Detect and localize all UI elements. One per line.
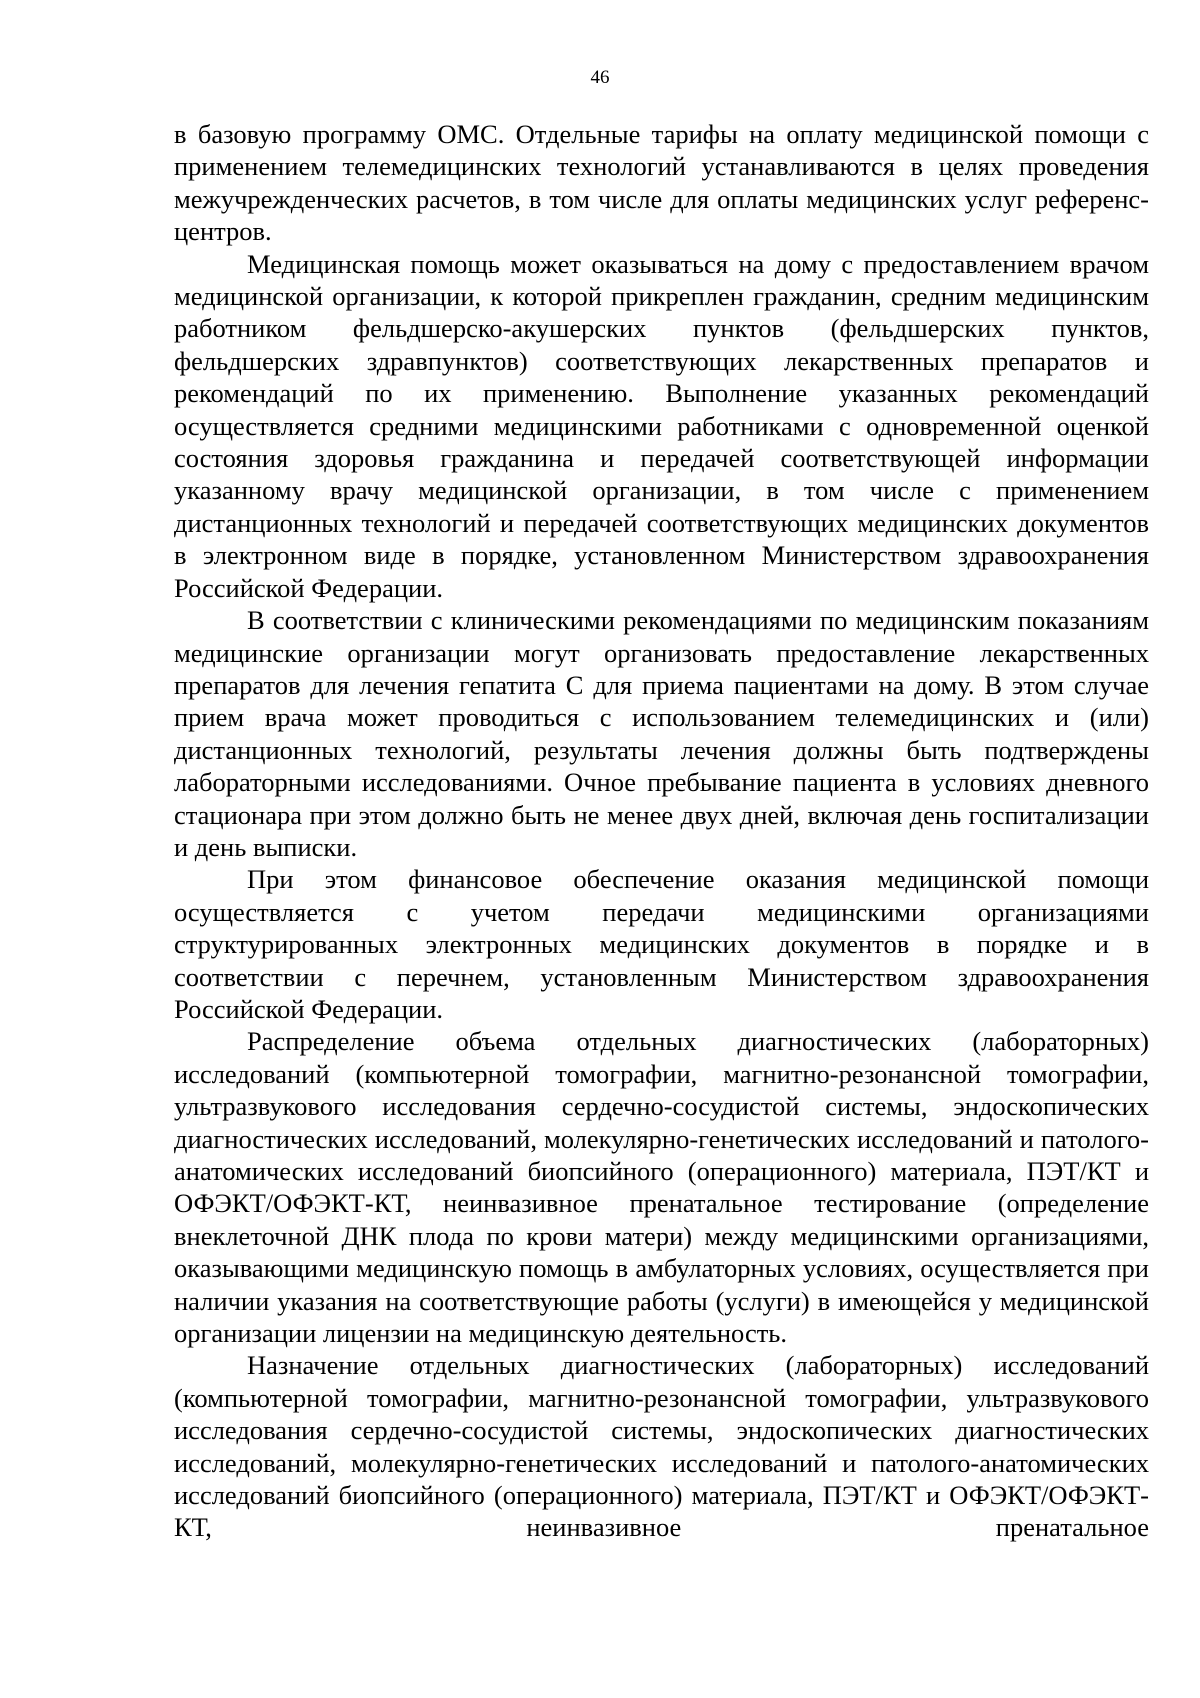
paragraph-6: Назначение отдельных диагностических (лабораторных) исследований (компьютерной томографии, магнитно-резонансной томографии, ультразвукового исследования сердечно-сосудистой системы, эндоскопических диагностических исследований, молекулярно-генетических исследований и патолого-анатомических исследований биопсийного (операционного) материала, ПЭТ/КТ и ОФЭКТ/ОФЭКТ-КТ, неинвазивное пренатальное: [174, 1350, 1149, 1543]
document-body: [174, 118, 1149, 1544]
page-number: 46: [590, 67, 610, 88]
paragraph-2: Медицинская помощь может оказываться на дому с предоставлением врачом медицинской организации, к которой прикреплен гражданин, средним медицинским работником фельдшерско-акушерских пунктов (фельдшерских пунктов, фельдшерских здравпунктов) соответствующих лекарственных препаратов и рекомендаций по их применению. Выполнение указанных рекомендаций осуществляется средними медицинскими работниками с одновременной оценкой состояния здоровья гражданина и передачей соответствующей информации указанному врачу медицинской организации, в том числе с применением дистанционных технологий и передачей соответствующих медицинских документов в электронном виде в порядке, установленном Министерством здравоохранения Российской Федерации.: [174, 248, 1149, 603]
paragraph-1: в базовую программу ОМС. Отдельные тарифы на оплату медицинской помощи с применением телемедицинских технологий устанавливаются в целях проведения межучрежденческих расчетов, в том числе для оплаты медицинских услуг референс-центров.: [174, 119, 1149, 247]
paragraph-4: При этом финансовое обеспечение оказания медицинской помощи осуществляется с учетом передачи медицинскими организациями структурированных электронных медицинских документов в порядке и в соответствии с перечнем, установленным Министерством здравоохранения Российской Федерации.: [174, 864, 1149, 1024]
paragraph-5: Распределение объема отдельных диагностических (лабораторных) исследований (компьютерной томографии, магнитно-резонансной томографии, ультразвукового исследования сердечно-сосудистой системы, эндоскопических диагностических исследований, молекулярно-генетических исследований и патолого-анатомических исследований биопсийного (операционного) материала, ПЭТ/КТ и ОФЭКТ/ОФЭКТ-КТ, неинвазивное пренатальное тестирование (определение внеклеточной ДНК плода по крови матери) между медицинскими организациями, оказывающими медицинскую помощь в амбулаторных условиях, осуществляется при наличии указания на соответствующие работы (услуги) в имеющейся у медицинской организации лицензии на медицинскую деятельность.: [174, 1026, 1149, 1349]
paragraph-3: В соответствии с клиническими рекомендациями по медицинским показаниям медицинские организации могут организовать предоставление лекарственных препаратов для лечения гепатита С для приема пациентами на дому. В этом случае прием врача может проводиться с использованием телемедицинских и (или) дистанционных технологий, результаты лечения должны быть подтверждены лабораторными исследованиями. Очное пребывание пациента в условиях дневного стационара при этом должно быть не менее двух дней, включая день госпитализации и день выписки.: [174, 605, 1149, 862]
